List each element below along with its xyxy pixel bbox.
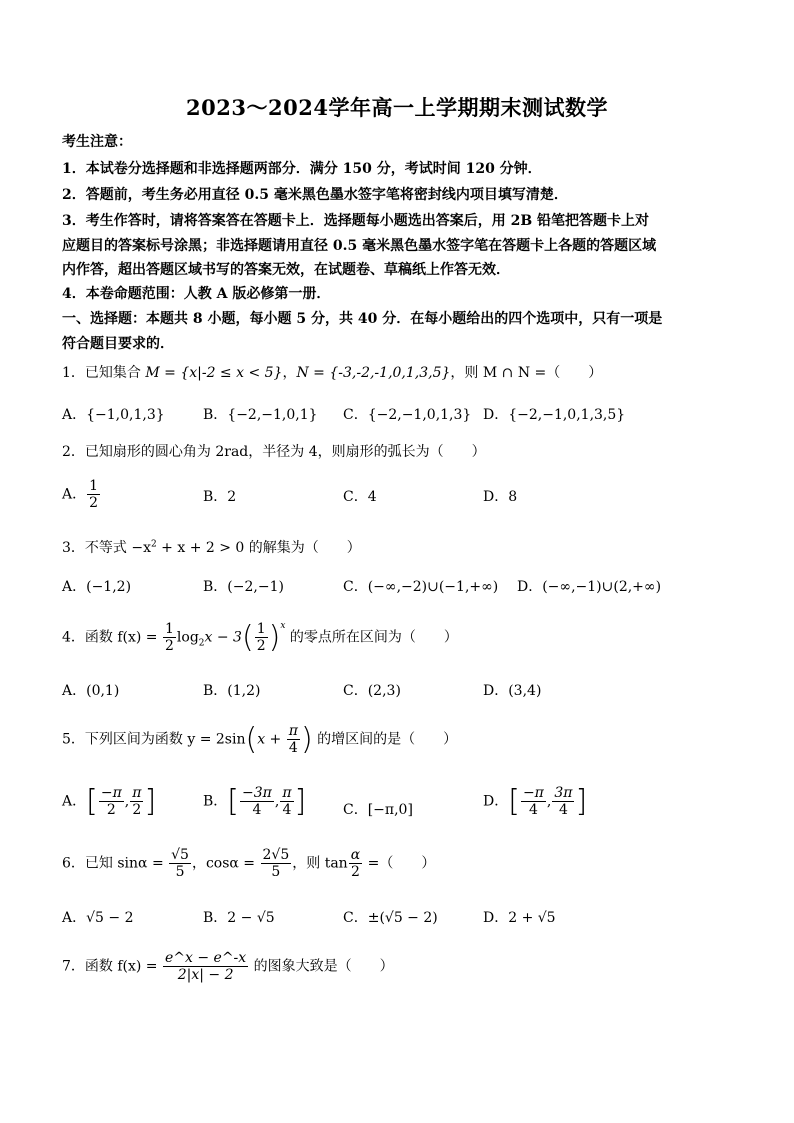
- denominator: 2: [99, 801, 124, 818]
- option-d[interactable]: D．(−∞,−1)∪(2,+∞): [517, 579, 662, 595]
- option-d[interactable]: D．8: [483, 489, 518, 505]
- option-d[interactable]: D．2 + √5: [483, 910, 556, 926]
- q4-mid: x − 3: [204, 629, 242, 646]
- option-label: B．: [203, 793, 228, 810]
- section-heading: 一、选择题：本题共 8 小题，每小题 5 分，共 40 分．在每小题给出的四个选项中，只有一项是: [62, 311, 663, 327]
- fraction: [169, 847, 191, 880]
- numerator: √5: [171, 847, 189, 863]
- fraction: [261, 847, 292, 880]
- numerator: −π: [100, 784, 122, 801]
- notice-line: 1．本试卷分选择题和非选择题两部分．满分 150 分，考试时间 120 分钟．: [62, 161, 542, 177]
- question-4-options: [62, 680, 742, 710]
- option-b[interactable]: B．(−2,−1): [203, 579, 284, 595]
- numerator: π: [282, 784, 292, 801]
- q1-set-m: M = {x|-2 ≤ x < 5}: [145, 365, 283, 381]
- notice-line: 应题目的答案标号涂黑；非选择题请用直径 0.5 毫米黑色墨水签字笔在答题卡上各题的答题区域: [62, 238, 657, 254]
- fraction: [280, 785, 293, 818]
- q6-text: 6．已知 sinα =: [62, 855, 169, 872]
- question-1-options: [62, 404, 742, 434]
- q6-tail: =（ ）: [363, 855, 436, 872]
- option-b[interactable]: B．[ $\frac{-3\pi}{4}$ , $\frac{\pi}{4}$ ]: [203, 784, 307, 819]
- numerator: −π: [522, 784, 544, 801]
- option-c[interactable]: C．4: [343, 489, 377, 505]
- numerator: π: [288, 722, 298, 739]
- q4-tail: 的零点所在区间为（ ）: [285, 629, 458, 646]
- question-5: 5．下列区间为函数 y = 2sin(x + $\frac{\pi}{4}$ ) 的增区间的是（ ）: [62, 722, 458, 757]
- option-a[interactable]: A．(0,1): [62, 683, 120, 699]
- option-c[interactable]: C．(−∞,−2)∪(−1,+∞): [343, 579, 499, 595]
- fraction: [521, 785, 546, 818]
- log: log: [176, 629, 199, 646]
- denominator: 5: [169, 863, 191, 880]
- question-1: 1．已知集合 M = {x|-2 ≤ x < 5}，N = {-3,-2,-1,0,1,3,5}，则 M ∩ N =（ ）: [62, 365, 603, 381]
- fraction: [240, 785, 274, 818]
- option-a[interactable]: [62, 478, 101, 511]
- option-label: A．: [62, 486, 87, 503]
- numerator: 2√5: [262, 847, 290, 863]
- option-a[interactable]: A．√5 − 2: [62, 910, 134, 926]
- numerator: 1: [256, 620, 266, 637]
- denominator: 2: [165, 638, 174, 654]
- option-c[interactable]: C．{−2,−1,0,1,3}: [343, 407, 472, 423]
- numerator: 1: [165, 620, 174, 637]
- option-b[interactable]: B．2 − √5: [203, 910, 275, 926]
- q7-text: 7．函数 f(x) =: [62, 958, 162, 975]
- fraction: [349, 847, 362, 880]
- q3-text: 3．不等式 −x: [62, 540, 151, 556]
- notice-line: 3．考生作答时，请将答案答在答题卡上．选择题每小题选出答案后，用 2B 铅笔把答题卡上对: [62, 213, 650, 229]
- q1-set-n: N = {-3,-2,-1,0,1,3,5}: [296, 365, 451, 381]
- question-4: 4．函数 f(x) = $\frac{1}{2}$ $\log_2x - 3$( $\frac{1}{2}$ )$^x$ 的零点所在区间为（ ）: [62, 620, 458, 655]
- denominator: 4: [287, 739, 300, 756]
- q5-inner: x +: [257, 731, 286, 748]
- option-a[interactable]: A．{−1,0,1,3}: [62, 407, 165, 423]
- option-a[interactable]: A．[ $\frac{-\pi}{2}$ , $\frac{\pi}{2}$ ]: [62, 784, 157, 819]
- denominator: 4: [280, 801, 293, 818]
- denominator: 4: [240, 801, 274, 818]
- q1-text: 1．已知集合: [62, 365, 146, 381]
- question-5-options: [62, 784, 742, 819]
- denominator: 4: [552, 801, 574, 818]
- question-2-options: [62, 474, 742, 512]
- fraction: [130, 785, 143, 818]
- fraction: [163, 621, 176, 654]
- denominator: 2: [130, 801, 143, 818]
- option-label: A．: [62, 793, 87, 810]
- log-base: 2: [198, 638, 205, 649]
- option-b[interactable]: B．2: [203, 489, 237, 505]
- option-c[interactable]: C．±(√5 − 2): [343, 910, 438, 926]
- exponent: x: [280, 620, 286, 631]
- fraction: [163, 950, 248, 983]
- numerator: 3π: [554, 784, 573, 801]
- notice-line: 2．答题前，考生务必用直径 0.5 毫米黑色墨水签字笔将密封线内项目填写清楚．: [62, 187, 568, 203]
- numerator: π: [132, 784, 142, 801]
- denominator: 2: [349, 863, 362, 880]
- q4-text: 4．函数 f(x) =: [62, 629, 162, 646]
- fraction: [255, 621, 268, 654]
- q6-mid: ，cosα =: [191, 855, 260, 872]
- denominator: 5: [261, 863, 292, 880]
- notice-heading: 考生注意：: [62, 134, 132, 150]
- notice-line: 内作答，超出答题区域书写的答案无效，在试题卷、草稿纸上作答无效．: [62, 262, 510, 278]
- option-a[interactable]: A．(−1,2): [62, 579, 132, 595]
- question-7: [62, 950, 394, 983]
- section-heading-cont: 符合题目要求的．: [62, 336, 174, 352]
- numerator: α: [350, 847, 361, 863]
- fraction: [552, 785, 574, 818]
- question-6-options: [62, 907, 742, 937]
- option-d[interactable]: D．{−2,−1,0,1,3,5}: [483, 407, 626, 423]
- q7-tail: 的图象大致是（ ）: [249, 958, 394, 975]
- numerator: −3π: [242, 784, 272, 801]
- notice-line: 4．本卷命题范围：人教 A 版必修第一册．: [62, 286, 331, 302]
- option-c[interactable]: C．[−π,0]: [343, 802, 413, 818]
- q3-tail: + x + 2 > 0 的解集为（ ）: [156, 540, 361, 556]
- denominator: 2: [89, 495, 99, 512]
- exam-title: 2023～2024学年高一上学期期末测试数学: [186, 95, 608, 120]
- option-c[interactable]: C．(2,3): [343, 683, 401, 699]
- option-d[interactable]: D．[ $\frac{-\pi}{4}$ , $\frac{3\pi}{4}$ ]: [483, 784, 588, 819]
- fraction: [287, 723, 300, 756]
- denominator: 2|x| − 2: [163, 966, 248, 983]
- option-b[interactable]: B．{−2,−1,0,1}: [203, 407, 318, 423]
- q6-tan: ，则 tan: [292, 855, 348, 872]
- q5-tail: 的增区间的是（ ）: [312, 731, 458, 748]
- denominator: 2: [256, 638, 266, 654]
- option-label: D．: [483, 793, 509, 810]
- exponent: 2: [150, 539, 157, 550]
- numerator: 1: [89, 478, 99, 494]
- question-3-options: [62, 576, 742, 606]
- q1-tail: ，则 M ∩ N =（ ）: [450, 365, 603, 381]
- fraction: [99, 785, 124, 818]
- numerator: e^x − e^-x: [165, 950, 247, 966]
- q5-text: 5．下列区间为函数 y = 2sin: [62, 731, 246, 748]
- fraction: [87, 478, 100, 511]
- question-2: 2．已知扇形的圆心角为 2rad，半径为 4，则扇形的弧长为（ ）: [62, 444, 486, 460]
- option-b[interactable]: B．(1,2): [203, 683, 261, 699]
- denominator: 4: [521, 801, 546, 818]
- option-d[interactable]: D．(3,4): [483, 683, 542, 699]
- question-6: [62, 847, 435, 880]
- question-3: [62, 537, 361, 557]
